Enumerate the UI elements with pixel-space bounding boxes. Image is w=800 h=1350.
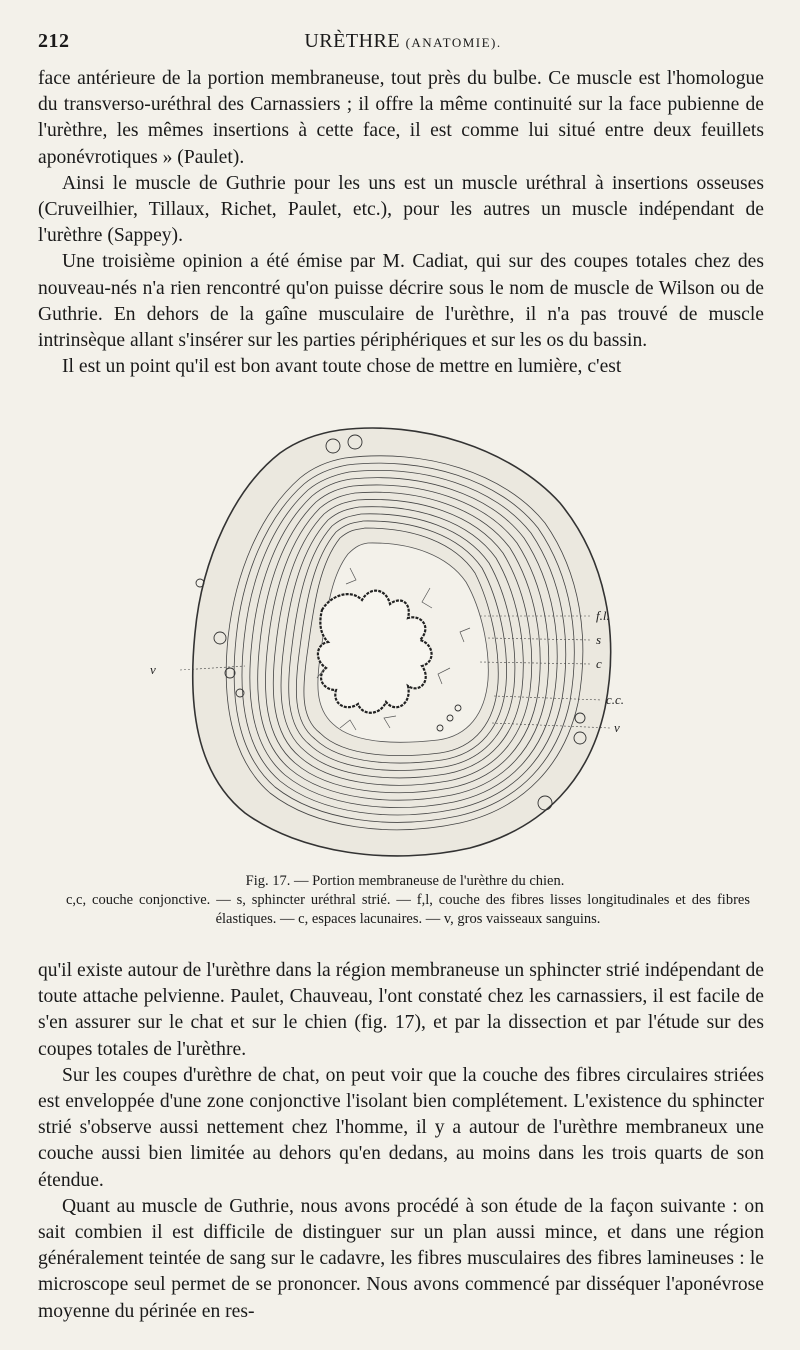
paragraph: Il est un point qu'il est bon avant toute chose de mettre en lumière, c'est — [62, 356, 622, 378]
label-cc: c.c. — [606, 692, 625, 707]
caption-title: Fig. 17. — Portion membraneuse de l'urèthre du chien. — [245, 873, 565, 889]
paragraph: Quant au muscle de Guthrie, nous avons procédé à son étude de la façon suivante : on sait combien il est difficile de distinguer sur un plan aussi mince, et dans une région généralement teintée de sang sur le cadavre, les fibres musculaires des fibres lamineuses : le microscope seul permet de se prononcer. Nous avons commencé par disséquer l'aponévrose moyenne du périnée en res- — [38, 1195, 764, 1322]
caption-legend: c,c, couche conjonctive. — s, sphincter uréthral strié. — f,l, couche des fibres lisses longitudinales et des fibres élastiques. — c, espaces lacunaires. — v, gros vaisseaux sanguins. — [66, 892, 750, 927]
body-text-top — [38, 66, 764, 380]
body-text-bottom — [38, 958, 764, 1325]
label-v-left: v — [150, 662, 156, 677]
paragraph: Une troisième opinion a été émise par M. Cadiat, qui sur des coupes totales chez des nouveau-nés n'a rien rencontré qu'on puisse décrire sous le nom de muscle de Wilson ou de Guthrie. En dehors de la gaîne musculaire de l'urèthre, il n'a pas trouvé de muscle intrinsèque allant s'insérer sur les parties périphériques et sur les os du bassin. — [38, 251, 764, 352]
urethra-cross-section-illustration — [150, 418, 650, 863]
running-title-sub: (ANATOMIE). — [405, 35, 502, 50]
label-s: s — [596, 632, 602, 647]
running-header — [38, 30, 768, 60]
figure-caption — [60, 872, 750, 929]
running-title — [38, 30, 768, 53]
paragraph: Ainsi le muscle de Guthrie pour les uns est un muscle uréthral à insertions osseuses (Cruveilhier, Tillaux, Richet, Paulet, etc.), pour les autres un muscle indépendant de l'urèthre (Sappey). — [38, 172, 764, 247]
label-v-right: v — [614, 720, 620, 735]
label-c: c — [596, 656, 602, 671]
running-title-main: URÈTHRE — [304, 30, 401, 52]
paragraph: Sur les coupes d'urèthre de chat, on peut voir que la couche des fibres circulaires striées est enveloppée d'une zone conjonctive l'isolant bien complétement. L'existence du sphincter strié s'observe aussi nettement chez l'homme, il y a autour de l'urèthre membraneux une couche aussi bien limitée au dehors qu'en dedans, au moins dans les trois quarts de son étendue. — [38, 1064, 764, 1191]
paragraph: qu'il existe autour de l'urèthre dans la région membraneuse un sphincter strié indépendant de toute attache pelvienne. Paulet, Chauveau, l'ont constaté chez les carnassiers, il est facile de s'en assurer sur le chat et sur le chien (fig. 17), et par la dissection et par l'étude sur des coupes totales de l'urèthre. — [38, 960, 764, 1060]
paragraph: face antérieure de la portion membraneuse, tout près du bulbe. Ce muscle est l'homologue du transverso-uréthral des Carnassiers ; il offre la même continuité sur la face pubienne de l'urèthre, les mêmes insertions à cette face, il est comme lui situé entre deux feuillets aponévrotiques » (Paulet). — [38, 68, 764, 168]
label-fl: f.l. — [596, 608, 610, 623]
page-number: 212 — [38, 30, 70, 52]
figure-urethra-section — [150, 418, 650, 863]
